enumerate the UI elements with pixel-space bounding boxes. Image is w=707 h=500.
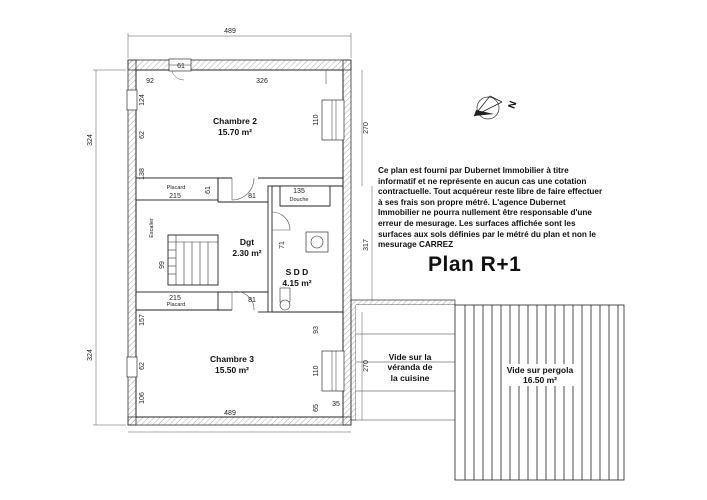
sink xyxy=(306,232,328,252)
veranda-line3: la cuisine xyxy=(390,373,430,383)
dim-138: 138 xyxy=(139,168,146,180)
dim-left-top: 324 xyxy=(87,134,94,146)
douche-label: Douche xyxy=(289,197,309,203)
dim-110-top: 110 xyxy=(313,114,320,126)
dim-bottom-total: 489 xyxy=(224,410,236,417)
placard-top-label: Placard xyxy=(166,185,186,191)
dim-61-top: 61 xyxy=(177,63,185,70)
room-dgt-area: 2.30 m² xyxy=(232,248,262,258)
dim-99: 99 xyxy=(159,261,166,269)
pergola-line1: Vide sur pergola xyxy=(506,365,574,375)
window-left-top xyxy=(127,90,137,110)
dim-135: 135 xyxy=(293,188,305,195)
compass-label: N xyxy=(506,99,520,111)
escalier-label: Escalier xyxy=(149,218,155,238)
dim-top-total: 489 xyxy=(224,28,236,35)
room-sdd-name: S D D xyxy=(285,267,309,277)
dim-326: 326 xyxy=(256,78,268,85)
dim-124: 124 xyxy=(139,94,146,106)
disclaimer-note: Ce plan est fourni par Dubernet Immobilier à titre informatif et ne représente en aucun cas une cotation contractuelle. Tout acquéreur reste libre de faire effectuer à ses frais son propre métré. L'agence Dubernet Immobilier ne pourra nullement être responsable d'une erreur de mesurage. Les surfaces affichée sont les surfaces aux sols définies par le métré du plan et non le mesurage CARREZ xyxy=(378,166,603,250)
veranda-line2: véranda de xyxy=(387,362,433,372)
veranda-line1: Vide sur la xyxy=(388,352,432,362)
room-dgt-name: Dgt xyxy=(239,237,255,247)
room-chambre3-area: 15.50 m² xyxy=(214,365,250,375)
window-left-bottom xyxy=(127,357,137,377)
dim-110-bottom: 110 xyxy=(313,365,320,377)
dim-right-mid: 317 xyxy=(363,239,370,251)
window-right-top xyxy=(322,100,344,140)
dim-65: 65 xyxy=(313,404,320,412)
plan-title: Plan R+1 xyxy=(428,253,522,276)
dim-right-top: 270 xyxy=(363,122,370,134)
dim-215-top: 215 xyxy=(169,193,181,200)
dim-61-placard: 61 xyxy=(205,186,212,194)
dim-71: 71 xyxy=(279,241,286,249)
pergola xyxy=(455,305,624,480)
room-sdd-area: 4.15 m² xyxy=(282,278,312,288)
dim-81-bottom: 81 xyxy=(248,297,256,304)
dim-215-bottom: 215 xyxy=(169,295,181,302)
room-chambre2-name: Chambre 2 xyxy=(213,116,257,126)
room-chambre2-area: 15.70 m² xyxy=(217,127,253,137)
dim-62-top: 62 xyxy=(139,131,146,139)
pergola-line2: 16.50 m² xyxy=(522,375,558,385)
dim-left-bottom: 324 xyxy=(87,349,94,361)
dim-62-bottom: 62 xyxy=(139,362,146,370)
compass-icon xyxy=(474,96,502,119)
dim-right-low: 270 xyxy=(363,360,370,372)
dim-93: 93 xyxy=(313,326,320,334)
window-right-bottom xyxy=(322,351,344,391)
dim-157: 157 xyxy=(139,314,146,326)
dim-106: 106 xyxy=(139,392,146,404)
toilet-icon xyxy=(280,288,290,310)
placard-bottom-label: Placard xyxy=(166,302,186,308)
room-chambre3-name: Chambre 3 xyxy=(210,354,254,364)
dim-35: 35 xyxy=(332,401,340,408)
dim-92: 92 xyxy=(146,78,154,85)
dim-81-top: 81 xyxy=(248,193,256,200)
